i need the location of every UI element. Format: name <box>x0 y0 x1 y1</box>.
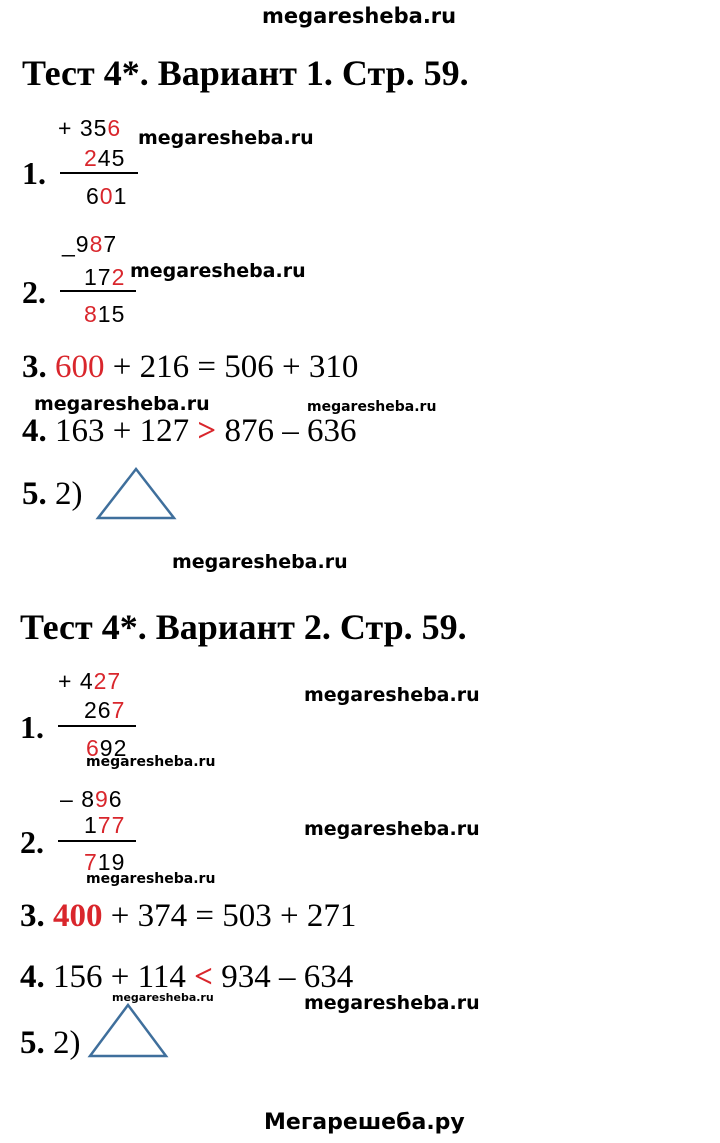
triangle-icon <box>86 1002 170 1060</box>
watermark: megaresheba.ru <box>34 393 210 415</box>
v1-t3-equation: 3. 600 + 216 = 506 + 310 <box>22 349 359 385</box>
v2-t3-equation: 3. 400 + 374 = 503 + 271 <box>20 898 357 934</box>
v2-t2-number: 2. <box>20 824 44 860</box>
variant-1-title: Тест 4*. Вариант 1. Стр. 59. <box>22 53 469 93</box>
watermark: megaresheba.ru <box>307 399 437 415</box>
v1-t2-result-row: 815 <box>84 301 126 327</box>
watermark: megaresheba.ru <box>112 991 214 1004</box>
watermark: megaresheba.ru <box>86 754 216 770</box>
footer-watermark: Мегарешеба.ру <box>264 1110 465 1135</box>
header-watermark: megaresheba.ru <box>262 4 457 28</box>
v1-t2-difference-line <box>60 290 136 292</box>
v1-t1-top-row: + 356 <box>58 115 122 141</box>
v2-t2-difference-line <box>58 840 136 842</box>
v2-t2-top-row: – 896 <box>60 786 123 812</box>
v2-t2-mid-row: 177 <box>84 812 126 838</box>
watermark: megaresheba.ru <box>138 127 314 149</box>
v1-t1-number: 1. <box>22 155 46 191</box>
v2-t5-answer: 5. 2) <box>20 1025 81 1061</box>
watermark: megaresheba.ru <box>304 684 480 706</box>
v2-t1-number: 1. <box>20 709 44 745</box>
v2-t4-comparison: 4. 156 + 114 < 934 – 634 <box>20 959 354 995</box>
variant-2-title: Тест 4*. Вариант 2. Стр. 59. <box>20 607 467 647</box>
v2-t2-result-row: 719 <box>84 849 126 875</box>
v1-t1-sum-line <box>60 172 138 174</box>
watermark: megaresheba.ru <box>130 260 306 282</box>
v1-t2-mid-row: 172 <box>84 264 126 290</box>
v1-t2-top-row: _987 <box>62 231 118 257</box>
v1-t4-comparison: 4. 163 + 127 > 876 – 636 <box>22 413 357 449</box>
v1-t5-answer: 5. 2) <box>22 476 83 512</box>
watermark: megaresheba.ru <box>172 551 348 573</box>
v2-t1-top-row: + 427 <box>58 668 122 694</box>
watermark: megaresheba.ru <box>86 871 216 887</box>
watermark: megaresheba.ru <box>304 818 480 840</box>
v1-t1-mid-row: 245 <box>84 145 126 171</box>
watermark: megaresheba.ru <box>304 992 480 1014</box>
v2-t1-sum-line <box>58 725 136 727</box>
v1-t1-result-row: 601 <box>86 183 128 209</box>
v2-t1-mid-row: 267 <box>84 697 126 723</box>
triangle-icon <box>94 466 178 522</box>
v2-t1-result-row: 692 <box>86 735 128 761</box>
v1-t2-number: 2. <box>22 274 46 310</box>
